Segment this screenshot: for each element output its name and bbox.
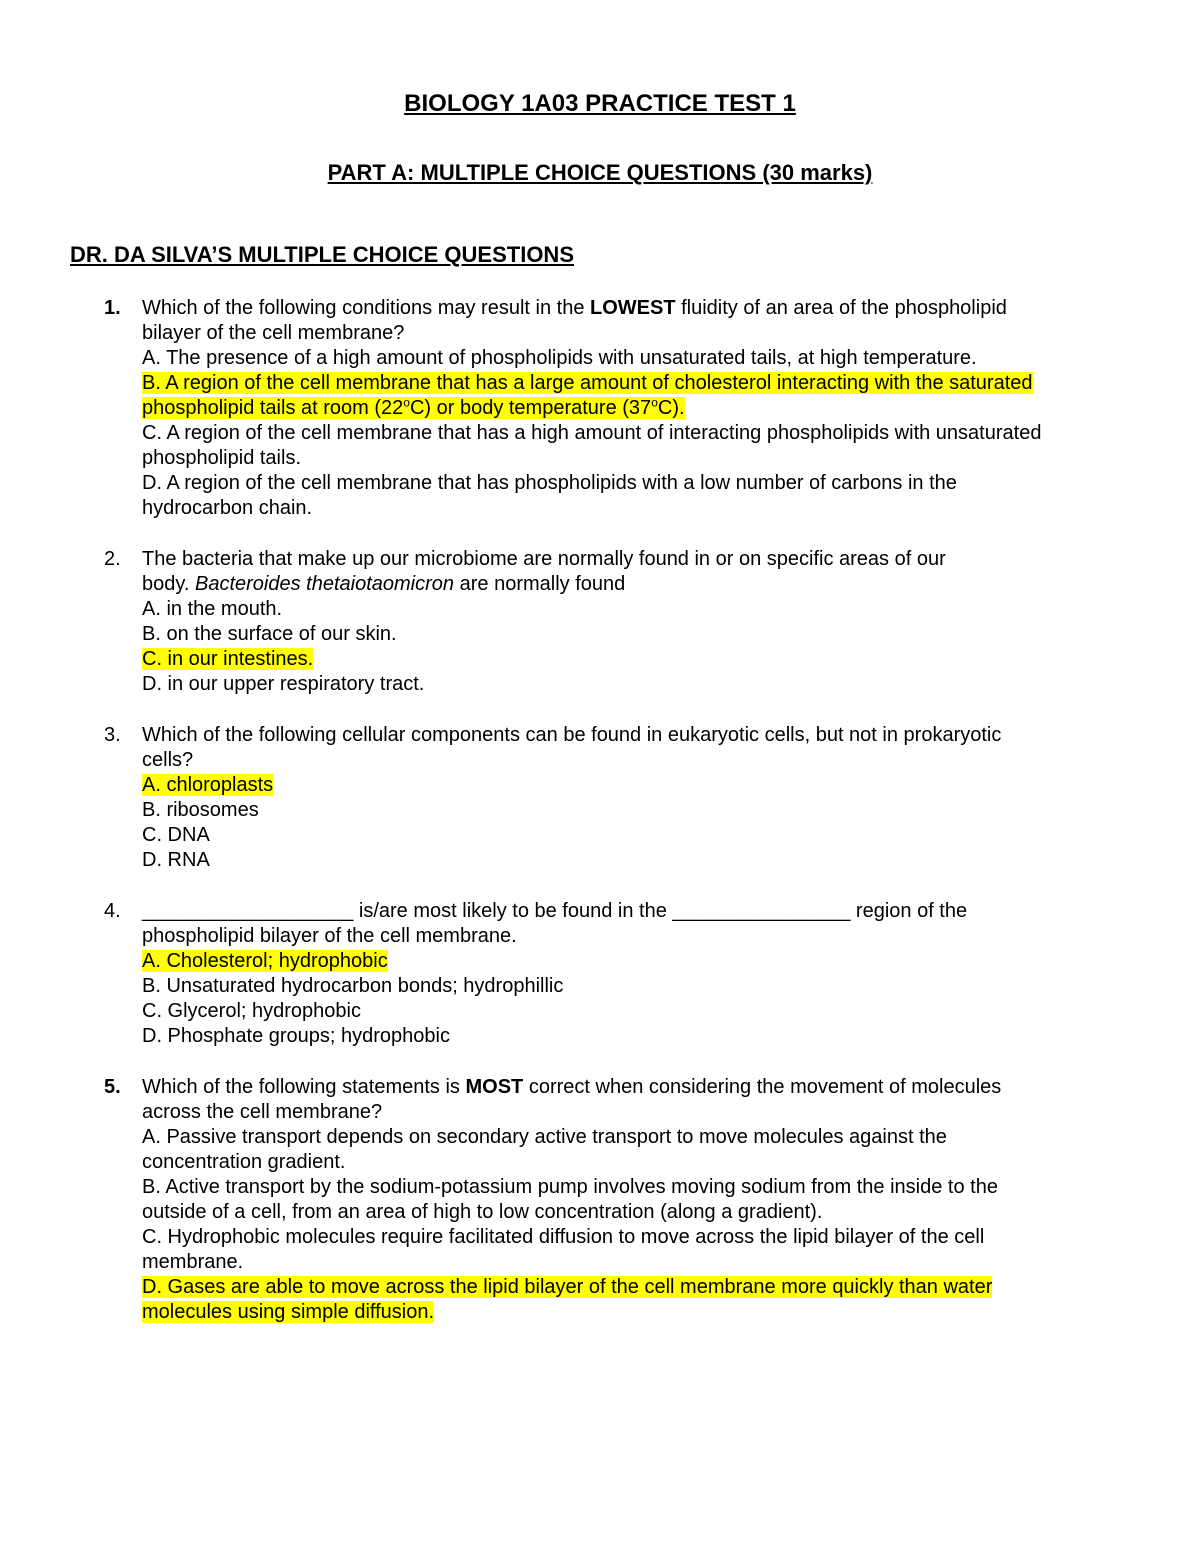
- highlighted-answer: C. in our intestines.: [142, 648, 314, 670]
- option-b: B. Unsaturated hydrocarbon bonds; hydrophillic: [142, 975, 564, 997]
- question-number: 3.: [104, 724, 121, 746]
- option-a: A. in the mouth.: [142, 598, 283, 620]
- question-stem-line: ___________________ is/are most likely to be found in the ________________ region of the: [142, 900, 968, 922]
- option-d: D. RNA: [142, 849, 210, 871]
- part-heading: PART A: MULTIPLE CHOICE QUESTIONS (30 marks): [327, 160, 873, 185]
- option-b: outside of a cell, from an area of high to low concentration (along a gradient).: [142, 1201, 823, 1223]
- option-a-correct: [142, 949, 1130, 974]
- option-d: hydrocarbon chain.: [142, 497, 313, 519]
- question-3: [70, 723, 1130, 873]
- option-d-correct: [142, 1300, 1130, 1325]
- question-stem-line: Which of the following statements is MOST correct when considering the movement of molecules: [142, 1076, 1002, 1098]
- option-c: phospholipid tails.: [142, 447, 301, 469]
- question-stem-line: across the cell membrane?: [142, 1101, 383, 1123]
- option-b: B. on the surface of our skin.: [142, 623, 397, 645]
- option-d: D. A region of the cell membrane that has phospholipids with a low number of carbons in the: [142, 472, 957, 494]
- option-c: C. DNA: [142, 824, 210, 846]
- option-b: B. ribosomes: [142, 799, 259, 821]
- option-d: D. Phosphate groups; hydrophobic: [142, 1025, 450, 1047]
- emphasis-text: MOST: [465, 1076, 524, 1098]
- option-c: C. Hydrophobic molecules require facilitated diffusion to move across the lipid bilayer of the cell: [142, 1226, 985, 1248]
- option-a: concentration gradient.: [142, 1151, 346, 1173]
- question-number: 5.: [104, 1076, 121, 1098]
- question-stem-line: Which of the following cellular components can be found in eukaryotic cells, but not in prokaryotic: [142, 724, 1002, 746]
- highlighted-answer: D. Gases are able to move across the lipid bilayer of the cell membrane more quickly than water: [142, 1276, 993, 1298]
- option-b-correct: [142, 396, 1130, 421]
- question-4: [70, 899, 1130, 1049]
- option-d: D. in our upper respiratory tract.: [142, 673, 425, 695]
- question-number: 2.: [104, 548, 121, 570]
- document-title: BIOLOGY 1A03 PRACTICE TEST 1: [404, 90, 796, 117]
- highlighted-answer: B. A region of the cell membrane that has a large amount of cholesterol interacting with the saturated: [142, 372, 1033, 394]
- question-stem-line: cells?: [142, 749, 194, 771]
- option-a-correct: [142, 773, 1130, 798]
- question-number: 4.: [104, 900, 121, 922]
- question-1: [70, 296, 1130, 521]
- option-b-correct: [142, 371, 1130, 396]
- option-c-correct: [142, 647, 1130, 672]
- species-name: Bacteroides thetaiotaomicron: [195, 573, 455, 595]
- highlighted-answer: phospholipid tails at room (22$^o$C) or body temperature (37$^o$C).: [142, 395, 685, 419]
- question-5: [70, 1075, 1130, 1325]
- option-c: C. A region of the cell membrane that has a high amount of interacting phospholipids with unsaturated: [142, 422, 1042, 444]
- question-stem-line: phospholipid bilayer of the cell membrane.: [142, 925, 517, 947]
- highlighted-answer: A. Cholesterol; hydrophobic: [142, 950, 388, 972]
- highlighted-answer: molecules using simple diffusion.: [142, 1301, 435, 1323]
- question-list: [70, 296, 1130, 1351]
- option-b: B. Active transport by the sodium-potassium pump involves moving sodium from the inside to the: [142, 1176, 998, 1198]
- option-a: A. Passive transport depends on secondary active transport to move molecules against the: [142, 1126, 947, 1148]
- option-d-correct: [142, 1275, 1130, 1300]
- highlighted-answer: A. chloroplasts: [142, 774, 274, 796]
- question-stem-line: body. Bacteroides thetaiotaomicron are normally found: [142, 573, 626, 595]
- question-stem-line: The bacteria that make up our microbiome are normally found in or on specific areas of our: [142, 548, 946, 570]
- option-c: membrane.: [142, 1251, 244, 1273]
- section-heading: DR. DA SILVA’S MULTIPLE CHOICE QUESTIONS: [70, 242, 574, 267]
- option-a: A. The presence of a high amount of phospholipids with unsaturated tails, at high temperature.: [142, 347, 977, 369]
- question-stem-line: bilayer of the cell membrane?: [142, 322, 405, 344]
- question-2: [70, 547, 1130, 697]
- question-stem-line: Which of the following conditions may result in the LOWEST fluidity of an area of the phospholipid: [142, 297, 1007, 319]
- option-c: C. Glycerol; hydrophobic: [142, 1000, 361, 1022]
- emphasis-text: LOWEST: [590, 297, 676, 319]
- question-number: 1.: [104, 297, 121, 319]
